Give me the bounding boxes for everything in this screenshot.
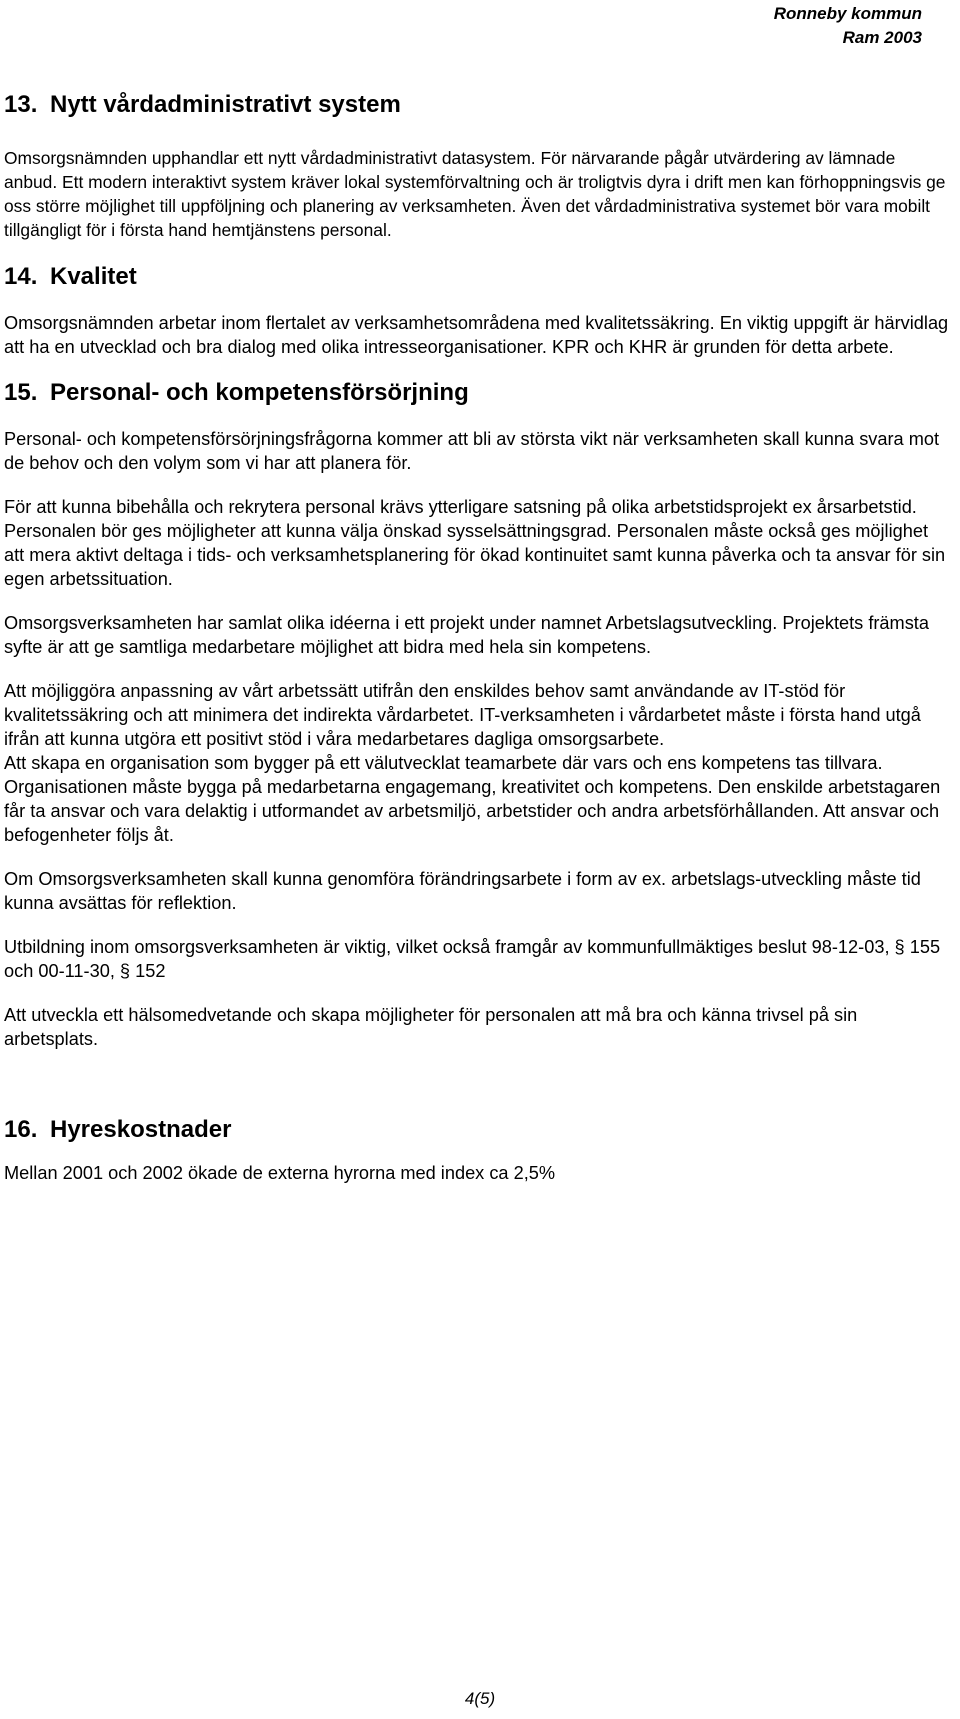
paragraph: Om Omsorgsverksamheten skall kunna genomföra förändringsarbete i form av ex. arbetslags-utveckling måste tid kunna avsättas för reflektion.: [4, 869, 921, 913]
paragraph: Omsorgsnämnden arbetar inom flertalet av verksamhetsområdena med kvalitetssäkring. En viktig uppgift är härvidlag att ha en utvecklad och bra dialog med olika intresseorganisationer. KPR och KHR är grunden för detta arbete.: [4, 313, 949, 357]
section-title: Nytt vårdadministrativt system: [50, 91, 401, 118]
section-number: 15.: [4, 379, 38, 406]
header-organization: Ronneby kommun: [773, 4, 922, 23]
paragraph: Att möjliggöra anpassning av vårt arbetssätt utifrån den enskildes behov samt användande av IT-stöd för kvalitetssäkring och att minimera det indirekta vårdarbetet. IT-verksamheten i vårdarbetet måste i första hand utgå ifrån att kunna utgöra ett positivt stöd i våra medarbetares dagliga omsorgsarbete.: [4, 681, 921, 749]
page-header: [774, 2, 922, 50]
section-number: 14.: [4, 263, 38, 290]
section-15-heading: [4, 378, 952, 408]
paragraph: Personal- och kompetensförsörjningsfrågorna kommer att bli av största vikt när verksamheten skall kunna svara mot de behov och den volym som vi har att planera för.: [4, 429, 940, 473]
document-body: [4, 90, 952, 1185]
page-number: 4(5): [464, 1689, 496, 1708]
section-13-heading: [4, 90, 952, 120]
paragraph: Mellan 2001 och 2002 ökade de externa hyrorna med index ca 2,5%: [4, 1163, 556, 1183]
section-title: Kvalitet: [50, 263, 137, 290]
section-number: 16.: [4, 1116, 38, 1143]
section-16-heading: [4, 1115, 952, 1145]
paragraph: Omsorgsverksamheten har samlat olika idéerna i ett projekt under namnet Arbetslagsutveckling. Projektets främsta syfte är att ge samtliga medarbetare möjlighet att bidra med hela sin kompetens.: [4, 613, 929, 657]
section-number: 13.: [4, 91, 38, 118]
section-title: Personal- och kompetensförsörjning: [50, 379, 469, 406]
section-title: Hyreskostnader: [50, 1116, 232, 1143]
paragraph: Att utveckla ett hälsomedvetande och skapa möjligheter för personalen att må bra och känna trivsel på sin arbetsplats.: [4, 1005, 858, 1049]
header-document: Ram 2003: [842, 28, 922, 47]
paragraph: Utbildning inom omsorgsverksamheten är viktig, vilket också framgår av kommunfullmäktiges beslut 98-12-03, § 155 och 00-11-30, § 152: [4, 937, 941, 981]
paragraph: Omsorgsnämnden upphandlar ett nytt vårdadministrativt datasystem. För närvarande pågår utvärdering av lämnade anbud. Ett modern interaktivt system kräver lokal systemförvaltning och är troligtvis dyra i drift men kan förhoppningsvis ge oss större möjlighet till uppföljning och planering av verksamheten. Även det vårdadministrativa systemet bör vara mobilt tillgängligt för i första hand hemtjänstens personal.: [4, 148, 946, 240]
paragraph: Att skapa en organisation som bygger på ett välutvecklat teamarbete där vars och ens kompetens tas tillvara. Organisationen måste bygga på medarbetarna engagemang, kreativitet och kompetens. Den enskilde arbetstagaren får ta ansvar och vara delaktig i utformandet av arbetsmiljö, arbetstider och andra arbetsförhållanden. Att ansvar och befogenheter följs åt.: [4, 753, 941, 845]
section-14-heading: [4, 262, 952, 292]
paragraph: För att kunna bibehålla och rekrytera personal krävs ytterligare satsning på olika arbetstidsprojekt ex årsarbetstid. Personalen bör ges möjligheter att kunna välja önskad sysselsättningsgrad. Personalen måste också ges möjlighet att mera aktivt deltaga i tids- och verksamhetsplanering för ökad kontinuitet samt kunna påverka och ta ansvar för sin egen arbetssituation.: [4, 497, 946, 589]
